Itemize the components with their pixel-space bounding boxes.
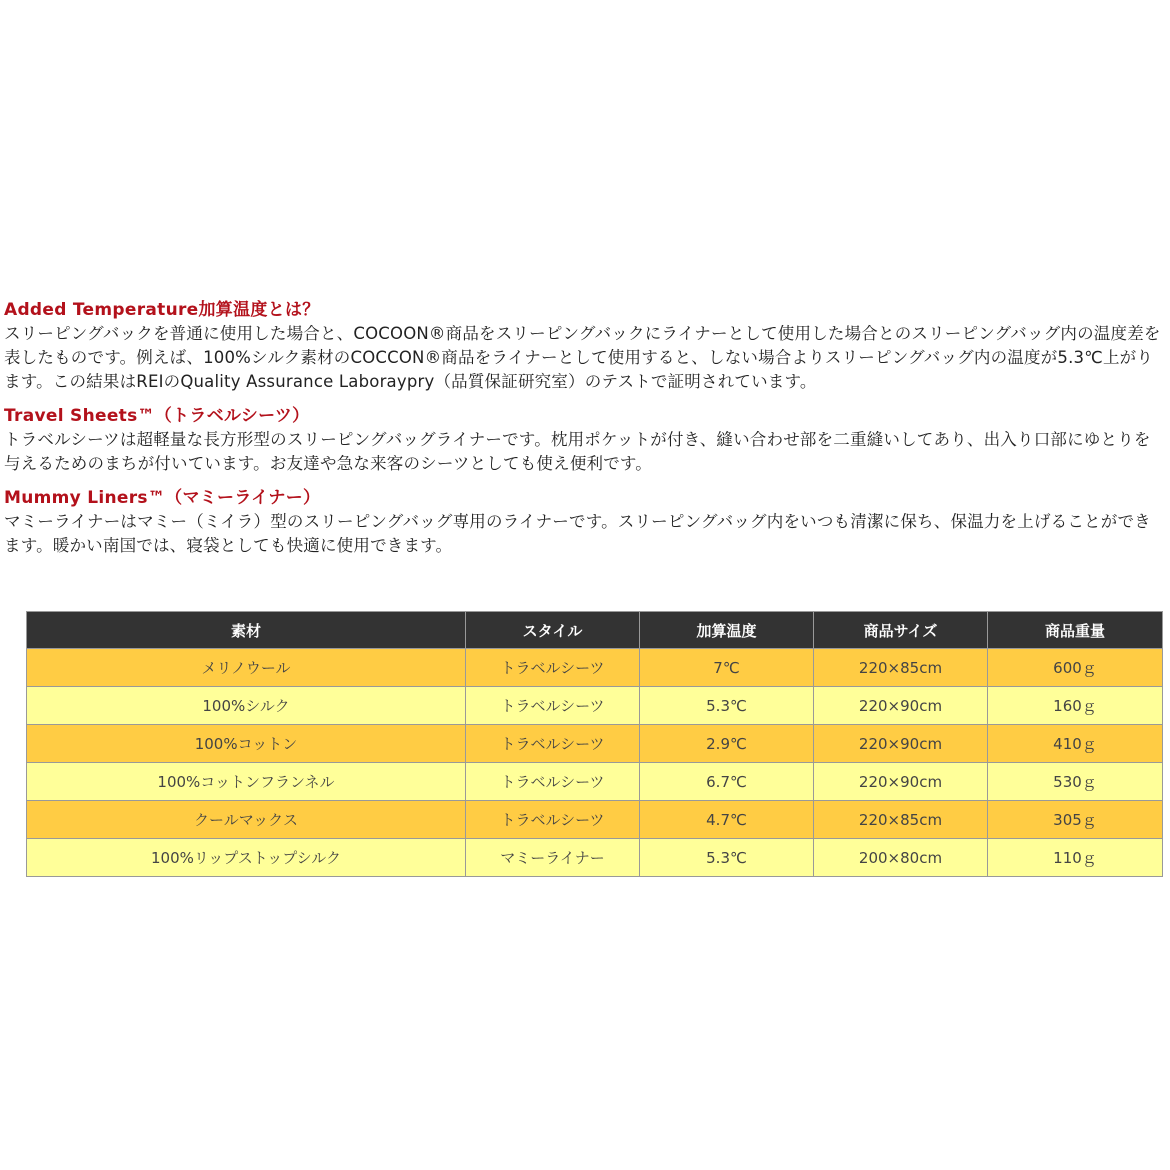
cell-material: 100%コットンフランネル [27,763,466,801]
section-title-travel-sheets: Travel Sheets™（トラベルシーツ） [4,406,310,426]
section-body-added-temperature: スリーピングバックを普通に使用した場合と、COCOON®商品をスリーピングバックにライナーとして使用した場合とのスリーピングバッグ内の温度差を表したものです。例えば、100%シルク素材のCOCCON®商品をライナーとして使用すると、しない場合よりスリーピングバッグ内の温度が5.3℃上がります。この結果はREIのQuality Assurance Laboraypry（品質保証研究室）のテストで証明されています。 [4,324,1161,391]
spec-table-wrapper [26,611,1162,877]
header-product-weight: 商品重量 [988,612,1163,649]
table-row [27,839,1163,877]
table-row [27,725,1163,763]
cell-weight: 600ｇ [988,649,1163,687]
cell-style: トラベルシーツ [466,687,640,725]
spec-table [26,611,1163,877]
cell-weight: 410ｇ [988,725,1163,763]
header-style: スタイル [466,612,640,649]
cell-material: クールマックス [27,801,466,839]
table-row [27,763,1163,801]
section-title-added-temperature: Added Temperature加算温度とは？ [4,300,320,320]
cell-style: トラベルシーツ [466,801,640,839]
description-content [4,298,1164,568]
header-product-size: 商品サイズ [814,612,988,649]
cell-material: メリノウール [27,649,466,687]
cell-weight: 160ｇ [988,687,1163,725]
section-mummy-liners [4,486,1164,558]
section-travel-sheets [4,404,1164,476]
cell-size: 220×90cm [814,763,988,801]
cell-size: 220×90cm [814,725,988,763]
cell-temperature: 5.3℃ [640,839,814,877]
header-material: 素材 [27,612,466,649]
section-body-travel-sheets: トラベルシーツは超軽量な長方形型のスリーピングバッグライナーです。枕用ポケットが付き、縫い合わせ部を二重縫いしてあり、出入り口部にゆとりを与えるためのまちが付いています。お友達や急な来客のシーツとしても使え便利です。 [4,430,1151,473]
table-header-row [27,612,1163,649]
cell-style: トラベルシーツ [466,725,640,763]
table-row [27,649,1163,687]
cell-temperature: 5.3℃ [640,687,814,725]
cell-size: 200×80cm [814,839,988,877]
cell-temperature: 7℃ [640,649,814,687]
cell-weight: 530ｇ [988,763,1163,801]
cell-size: 220×90cm [814,687,988,725]
cell-temperature: 6.7℃ [640,763,814,801]
section-body-mummy-liners: マミーライナーはマミー（ミイラ）型のスリーピングバッグ専用のライナーです。スリーピングバッグ内をいつも清潔に保ち、保温力を上げることができます。暖かい南国では、寝袋としても快適に使用できます。 [4,512,1151,555]
cell-temperature: 2.9℃ [640,725,814,763]
cell-material: 100%コットン [27,725,466,763]
cell-material: 100%シルク [27,687,466,725]
cell-weight: 110ｇ [988,839,1163,877]
table-row [27,801,1163,839]
header-added-temperature: 加算温度 [640,612,814,649]
cell-weight: 305ｇ [988,801,1163,839]
section-added-temperature [4,298,1164,394]
cell-size: 220×85cm [814,801,988,839]
cell-temperature: 4.7℃ [640,801,814,839]
cell-material: 100%リップストップシルク [27,839,466,877]
section-title-mummy-liners: Mummy Liners™（マミーライナー） [4,488,321,508]
cell-style: マミーライナー [466,839,640,877]
cell-size: 220×85cm [814,649,988,687]
cell-style: トラベルシーツ [466,649,640,687]
table-row [27,687,1163,725]
cell-style: トラベルシーツ [466,763,640,801]
